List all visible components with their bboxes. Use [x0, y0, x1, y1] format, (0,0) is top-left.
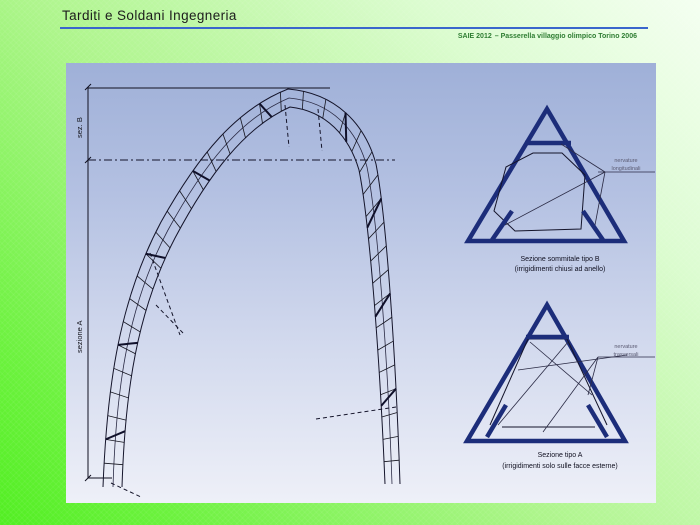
page-title: Tarditi e Soldani Ingegneria — [62, 8, 237, 23]
slide-subtitle — [240, 33, 637, 40]
subtitle-project: – Passerella villaggio olimpico Torino 2006 — [494, 33, 637, 40]
callout-b-line2: longitudinali — [611, 166, 641, 172]
caption-a-line2: (irrigidimenti solo sulle facce esterne) — [502, 463, 618, 470]
arch-rungs — [104, 91, 399, 464]
dim-label-sezione-a: sezione A — [75, 320, 84, 353]
arch-elevation — [103, 89, 400, 497]
section-tipo-a — [467, 305, 655, 470]
weld-leader-dashes — [111, 105, 396, 497]
title-underline — [60, 27, 648, 29]
callout-b-line1: nervature — [614, 158, 638, 164]
triangle-b-outline — [468, 109, 624, 241]
technical-drawing — [66, 63, 656, 503]
arch-mid-chord — [113, 98, 392, 487]
arch-outer-chord — [103, 89, 400, 487]
callout-a-line1: nervature — [614, 344, 638, 350]
arch-inner-chord — [122, 107, 385, 487]
drawing-panel — [66, 63, 656, 503]
subtitle-event: SAIE 2012 — [457, 33, 492, 40]
section-tipo-b — [468, 109, 655, 273]
caption-b-line1: Sezione sommitale tipo B — [520, 256, 600, 263]
callout-a-leaders — [518, 355, 655, 432]
caption-b-line2: (irrigidimenti chiusi ad anello) — [514, 266, 606, 273]
triangle-a-outline — [467, 305, 625, 441]
callout-a-line2: trasversali — [613, 352, 639, 358]
dim-label-sez-b: sez. B — [75, 117, 84, 138]
caption-a-line1: Sezione tipo A — [537, 452, 583, 459]
